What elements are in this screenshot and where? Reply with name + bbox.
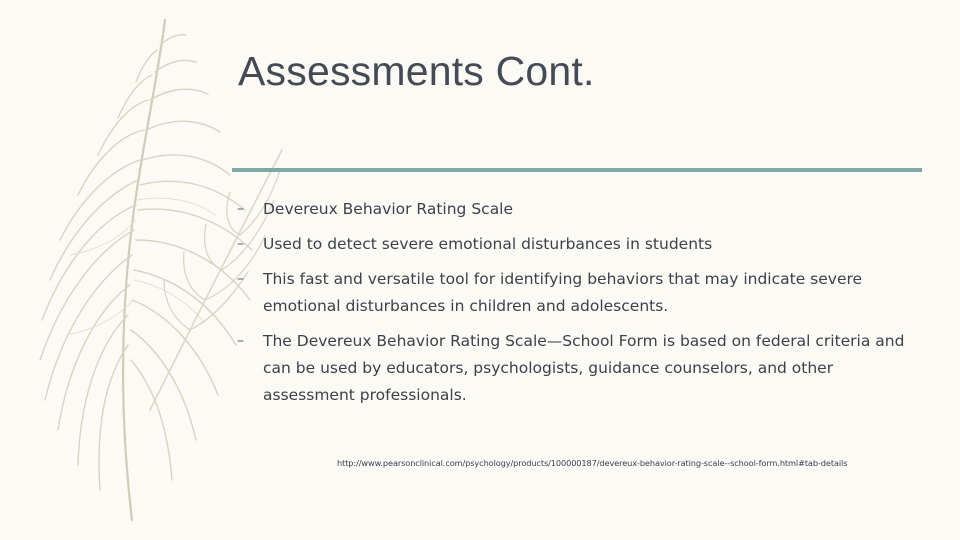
- bullet-item: [237, 231, 917, 258]
- bullet-dash: –: [237, 271, 244, 287]
- bullet-item: [237, 266, 917, 320]
- bullet-list: [237, 196, 917, 417]
- bullet-text: Devereux Behavior Rating Scale: [263, 200, 514, 218]
- title-divider: [232, 168, 922, 172]
- slide-title: Assessments Cont.: [238, 48, 595, 94]
- bullet-text: This fast and versatile tool for identifying behaviors that may indicate severe emotional disturbances in children and adolescents.: [263, 270, 863, 315]
- bullet-dash: –: [237, 201, 244, 217]
- bullet-dash: –: [237, 236, 244, 252]
- source-link[interactable]: http://www.pearsonclinical.com/psychology/products/100000187/devereux-behavior-rating-scale--school-form.html#tab-details: [337, 458, 848, 468]
- bullet-item: [237, 196, 917, 223]
- bullet-text: The Devereux Behavior Rating Scale—School Form is based on federal criteria and can be used by educators, psychologists, guidance counselors, and other assessment professionals.: [263, 332, 905, 404]
- bullet-text: Used to detect severe emotional disturbances in students: [263, 235, 713, 253]
- bullet-dash: –: [237, 333, 244, 349]
- bullet-item: [237, 328, 917, 409]
